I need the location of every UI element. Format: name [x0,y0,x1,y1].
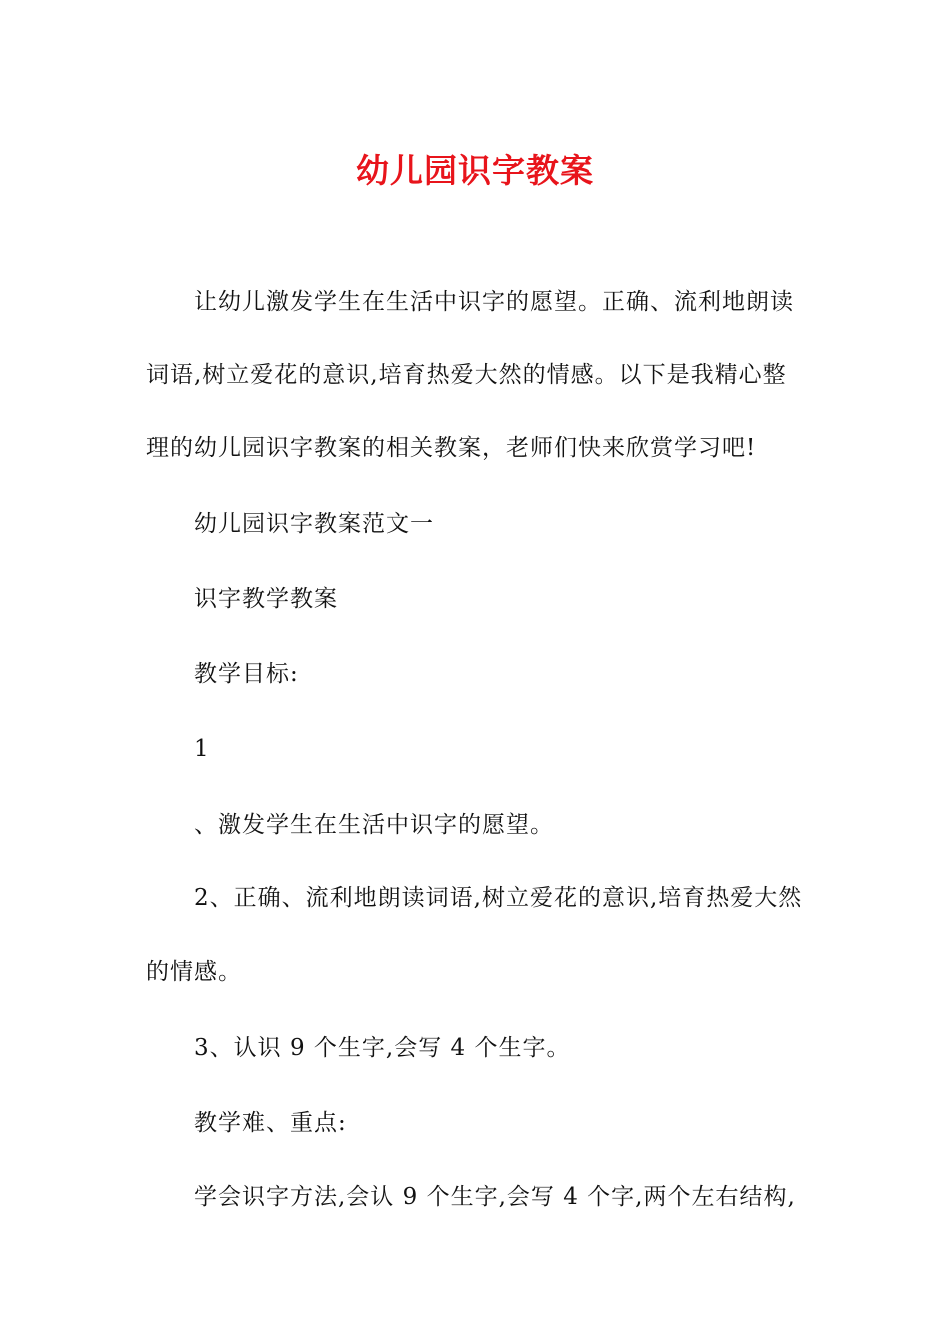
intro-line-1: 让幼儿激发学生在生活中识字的愿望。正确、流利地朗读 [194,289,794,315]
objective-3-text: 3、认识 9 个生字,会写 4 个生字。 [194,1035,571,1061]
intro-line-2: 词语,树立爱花的意识,培育热爱大然的情感。以下是我精心整 [146,362,787,388]
objective-1-text: 、激发学生在生活中识字的愿望。 [194,812,554,838]
document-title: 幼儿园识字教案 [356,151,594,190]
intro-line-3: 理的幼儿园识字教案的相关教案，老师们快来欣赏学习吧! [146,435,757,461]
objectives-heading: 教学目标: [194,661,299,687]
objective-2-line-2: 的情感。 [146,959,242,985]
objective-number-1: 1 [194,736,210,762]
subsection-heading: 识字教学教案 [194,586,338,612]
section-heading: 幼儿园识字教案范文一 [194,511,434,537]
key-points-heading: 教学难、重点: [194,1110,347,1136]
key-points-line-1: 学会识字方法,会认 9 个生字,会写 4 个字,两个左右结构, [194,1184,796,1210]
objective-2-line-1: 2、正确、流利地朗读词语,树立爱花的意识,培育热爱大然 [194,885,803,911]
